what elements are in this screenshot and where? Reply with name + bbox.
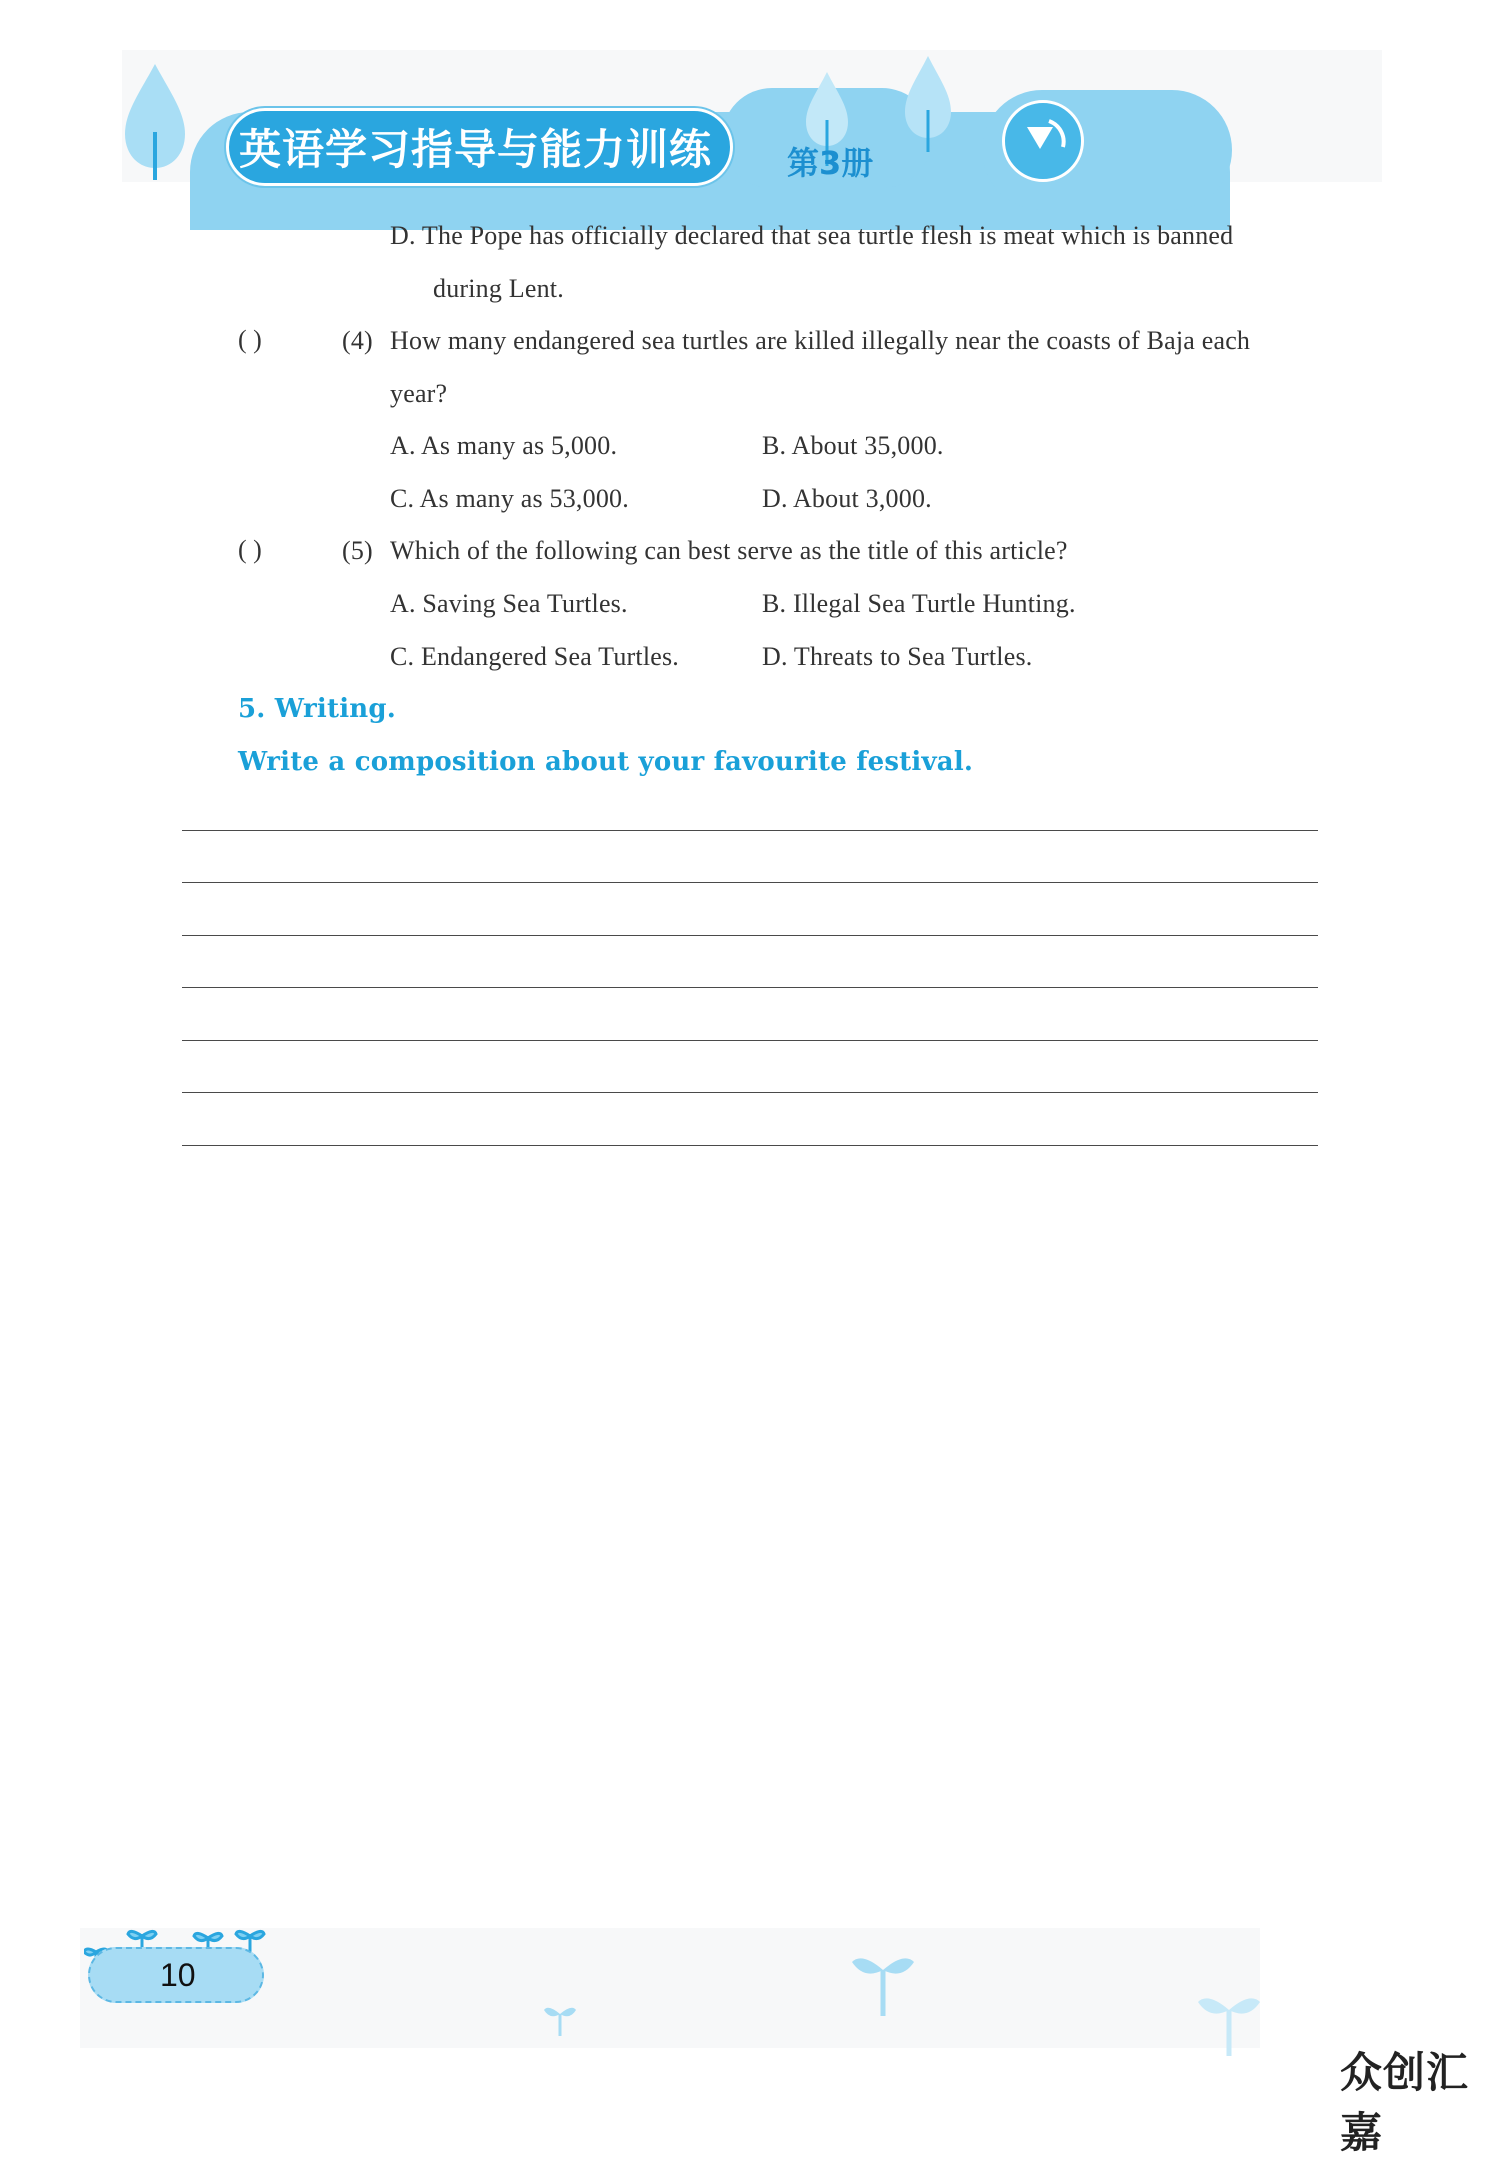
- book-title: 英语学习指导与能力训练: [239, 125, 713, 174]
- option-b: B. Illegal Sea Turtle Hunting.: [762, 589, 1076, 618]
- book-title-badge: [226, 108, 733, 186]
- question-number: (4): [342, 326, 373, 355]
- question-text: Which of the following can best serve as the title of this article?: [390, 536, 1068, 565]
- option-b: B. About 35,000.: [762, 431, 944, 460]
- sprout-icon: [848, 1950, 918, 2020]
- section-heading: 5. Writing.: [238, 694, 397, 724]
- page-number: 10: [160, 1956, 196, 1993]
- option-a: A. Saving Sea Turtles.: [390, 589, 628, 618]
- writing-line: [182, 987, 1318, 988]
- question-text-continued: year?: [390, 379, 448, 408]
- writing-line: [182, 935, 1318, 936]
- water-drop-icon: [900, 54, 956, 154]
- option-c: C. As many as 53,000.: [390, 484, 629, 513]
- option-d: D. Threats to Sea Turtles.: [762, 642, 1033, 671]
- page-header: [122, 50, 1382, 185]
- answer-blank[interactable]: ( ): [238, 535, 262, 564]
- q3-option-d: D. The Pope has officially declared that sea turtle flesh is meat which is banned: [390, 221, 1234, 250]
- play-badge: [1002, 100, 1084, 182]
- writing-line: [182, 830, 1318, 831]
- option-c: C. Endangered Sea Turtles.: [390, 642, 680, 671]
- writing-line: [182, 1092, 1318, 1093]
- writing-line: [182, 1145, 1318, 1146]
- water-drop-icon: [120, 62, 190, 182]
- play-arrow-icon: [1005, 103, 1081, 179]
- option-a: A. As many as 5,000.: [390, 431, 618, 460]
- writing-line: [182, 882, 1318, 883]
- option-d: D. About 3,000.: [762, 484, 932, 513]
- sprout-icon: [540, 2000, 580, 2040]
- watermark: 众创汇嘉: [1340, 2048, 1470, 2157]
- page-number-tab: [88, 1947, 264, 2003]
- writing-instruction: Write a composition about your favourite festival.: [238, 747, 974, 777]
- question-text: How many endangered sea turtles are killed illegally near the coasts of Baja each: [390, 326, 1251, 355]
- question-number: (5): [342, 536, 373, 565]
- sprout-icon: [1194, 1990, 1264, 2060]
- writing-line: [182, 1040, 1318, 1041]
- q3-option-d-continued: during Lent.: [433, 274, 564, 303]
- answer-blank[interactable]: ( ): [238, 325, 262, 354]
- volume-label: 第3册: [787, 144, 874, 182]
